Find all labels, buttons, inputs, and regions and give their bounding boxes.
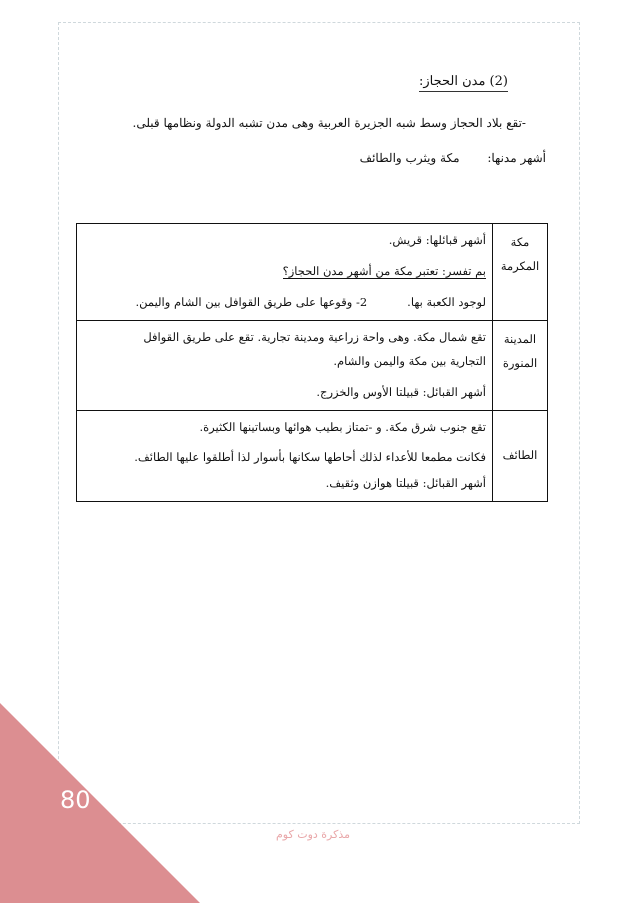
question-text: بم تفسر: تعتبر مكة من أشهر مدن الحجاز؟	[282, 264, 486, 278]
question-line	[83, 263, 486, 279]
detail-line: تقع شمال مكة. وهى واحة زراعية ومدينة تجارية. تقع على طريق القوافل	[143, 330, 486, 344]
cities-table	[76, 223, 548, 502]
city-cell	[493, 321, 548, 411]
answer-2: 2- وقوعها على طريق القوافل بين الشام واليمن.	[135, 295, 368, 309]
table-row-taif	[77, 411, 548, 502]
city-name-2: المكرمة	[500, 259, 540, 273]
answer-line	[83, 294, 486, 310]
city-name: الطائف	[502, 448, 538, 462]
table-row-makkah	[77, 224, 548, 321]
famous-cities-label: أشهر مدنها:	[487, 151, 546, 165]
famous-cities	[360, 151, 546, 165]
city-cell	[493, 224, 548, 321]
city-name: المدينة	[503, 332, 537, 346]
detail-line: التجارية بين مكة واليمن والشام.	[333, 354, 486, 368]
city-cell	[493, 411, 548, 502]
page-number: 80	[60, 786, 91, 814]
details-cell	[77, 224, 493, 321]
section-title: (2) مدن الحجاز:	[419, 74, 508, 92]
city-name-2: المنورة	[502, 356, 538, 370]
detail-line: أشهر القبائل: قبيلتا هوازن وثقيف.	[325, 476, 486, 490]
intro-text: -تقع بلاد الحجاز وسط شبه الجزيرة العربية وهى مدن تشبه الدولة ونظامها قبلى.	[132, 116, 526, 130]
details-cell	[77, 411, 493, 502]
answer-1: لوجود الكعبة بها.	[407, 295, 486, 309]
famous-cities-value: مكة ويثرب والطائف	[359, 151, 460, 165]
table-row-madinah	[77, 321, 548, 411]
city-name: مكة	[510, 235, 530, 249]
site-footer: مذكرة دوت كوم	[276, 828, 351, 841]
details-cell	[77, 321, 493, 411]
detail-line: أشهر قبائلها: قريش.	[388, 233, 486, 247]
detail-line: تقع جنوب شرق مكة. و -تمتاز بطيب هوائها وبساتينها الكثيرة.	[199, 420, 486, 434]
detail-line: فكانت مطمعا للأعداء لذلك أحاطها سكانها بأسوار لذا أطلقوا عليها الطائف.	[134, 450, 486, 464]
detail-line: أشهر القبائل: قبيلتا الأوس والخزرج.	[316, 385, 486, 399]
